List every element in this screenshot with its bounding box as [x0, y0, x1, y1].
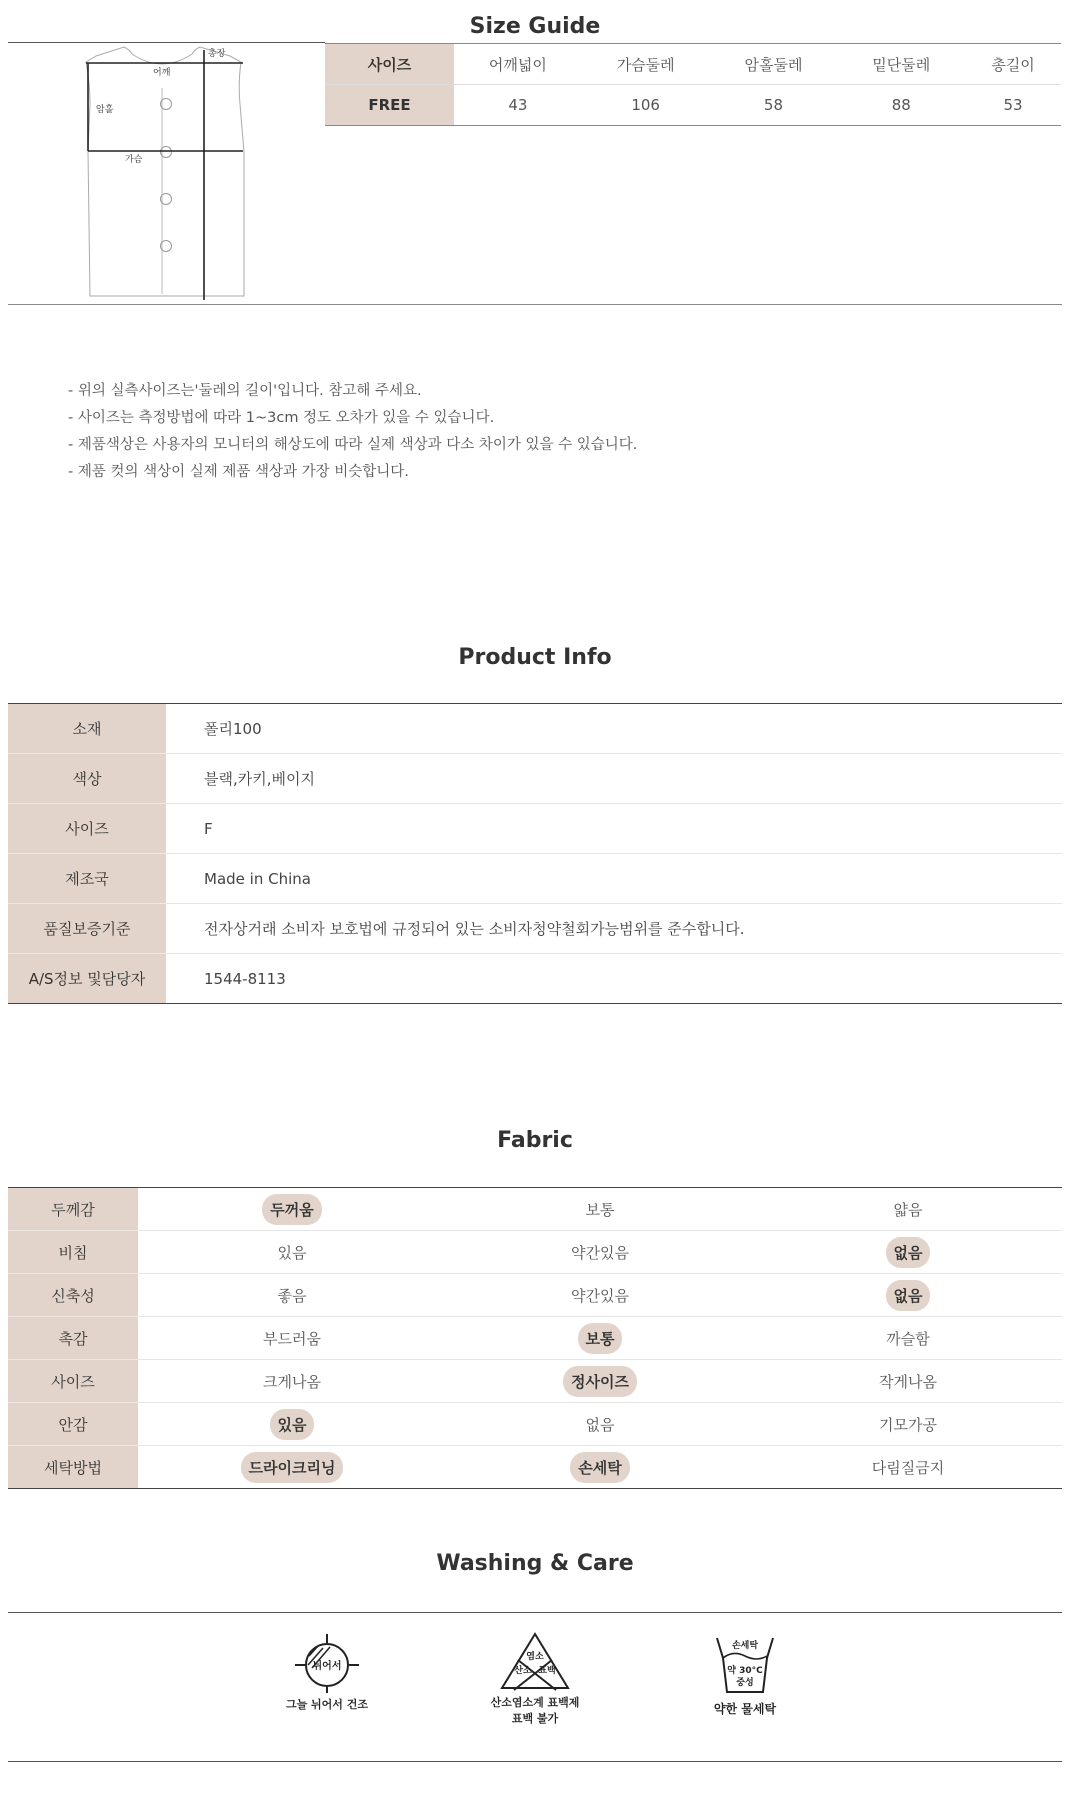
info-row [8, 904, 1062, 954]
info-label: 소재 [8, 704, 166, 754]
no-bleach-symbol: 산소 [514, 1666, 532, 1676]
size-table-header [325, 44, 1061, 85]
care-caption: 표백 불가 [511, 1712, 559, 1725]
fabric-label: 사이즈 [8, 1360, 138, 1403]
fabric-option-selected: 드라이크리닝 [241, 1452, 344, 1483]
fabric-option-cell [754, 1360, 1062, 1403]
fabric-option-selected: 손세탁 [570, 1452, 629, 1483]
info-row [8, 704, 1062, 754]
fabric-row [8, 1403, 1062, 1446]
info-label: 품질보증기준 [8, 904, 166, 954]
fabric-option: 있음 [277, 1243, 307, 1262]
info-value: 1544-8113 [204, 969, 286, 988]
size-table [325, 43, 1061, 126]
product-info-title: Product Info [458, 645, 612, 670]
size-value: 58 [710, 85, 838, 126]
info-label: 색상 [8, 754, 166, 804]
fabric-option-cell [446, 1188, 754, 1231]
fabric-option-cell [138, 1446, 446, 1489]
fabric-option: 약간있음 [571, 1286, 629, 1305]
diagram-label-armhole: 암홀 [96, 105, 114, 115]
fabric-label: 두께감 [8, 1188, 138, 1231]
info-value: 폴리100 [166, 704, 1062, 754]
info-label: A/S정보 및담당자 [8, 954, 166, 1004]
no-bleach-symbol: 표백 [538, 1666, 556, 1676]
fabric-option: 보통 [585, 1200, 615, 1219]
size-col-length: 총길이 [965, 44, 1061, 85]
info-row [8, 954, 1062, 1004]
size-value: 43 [454, 85, 582, 126]
info-label: 사이즈 [8, 804, 166, 854]
fabric-option: 얇음 [893, 1200, 923, 1219]
size-col-chest: 가슴둘레 [582, 44, 710, 85]
fabric-option-selected: 있음 [270, 1409, 315, 1440]
size-col-armhole: 암홀둘레 [710, 44, 838, 85]
fabric-label: 세탁방법 [8, 1446, 138, 1489]
care-caption: 그늘 뉘어서 건조 [285, 1698, 369, 1711]
fabric-option-cell [446, 1403, 754, 1446]
vest-diagram [78, 44, 258, 304]
info-value: F [166, 804, 1062, 854]
fabric-option-selected: 보통 [578, 1323, 623, 1354]
fabric-row [8, 1446, 1062, 1489]
fabric-option-cell [754, 1446, 1062, 1489]
fabric-option-cell [138, 1188, 446, 1231]
fabric-table [8, 1187, 1062, 1489]
info-value: 블랙,카키,베이지 [166, 754, 1062, 804]
fabric-option: 약간있음 [571, 1243, 629, 1262]
fabric-row [8, 1231, 1062, 1274]
fabric-row [8, 1188, 1062, 1231]
size-table-row [325, 85, 1061, 126]
fabric-option: 다림질금지 [871, 1458, 945, 1477]
divider [8, 304, 1062, 305]
fabric-label: 촉감 [8, 1317, 138, 1360]
fabric-option-cell [754, 1403, 1062, 1446]
fabric-title: Fabric [497, 1128, 573, 1153]
fabric-row [8, 1317, 1062, 1360]
fabric-row [8, 1274, 1062, 1317]
fabric-option-selected: 정사이즈 [563, 1366, 637, 1397]
fabric-option: 까슬함 [886, 1329, 930, 1348]
diagram-label-chest: 가슴 [125, 155, 143, 165]
fabric-option-cell [754, 1188, 1062, 1231]
divider [8, 1612, 1062, 1613]
shade-dry-icon [290, 1632, 364, 1694]
size-col-shoulder: 어깨넓이 [454, 44, 582, 85]
size-col-hem: 밑단둘레 [837, 44, 965, 85]
fabric-option-cell [446, 1274, 754, 1317]
fabric-option-cell [446, 1317, 754, 1360]
fabric-option: 크게나옴 [263, 1372, 321, 1391]
info-row [8, 754, 1062, 804]
hand-wash-icon [713, 1636, 777, 1698]
washing-title: Washing & Care [436, 1551, 634, 1576]
divider [8, 1761, 1062, 1762]
size-value: 106 [582, 85, 710, 126]
fabric-option-cell [754, 1274, 1062, 1317]
fabric-option: 없음 [585, 1415, 615, 1434]
fabric-option-cell [754, 1317, 1062, 1360]
fabric-option-cell [446, 1360, 754, 1403]
hand-wash-symbol: 중성 [736, 1678, 754, 1688]
fabric-option-cell [138, 1317, 446, 1360]
shade-dry-symbol: 뉘어서 [312, 1661, 342, 1672]
divider [8, 42, 325, 43]
size-row-label: FREE [325, 85, 454, 126]
fabric-option-cell [138, 1403, 446, 1446]
size-guide-title: Size Guide [469, 14, 601, 39]
no-bleach-symbol: 염소 [526, 1652, 544, 1662]
fabric-option-cell [754, 1231, 1062, 1274]
info-row [8, 804, 1062, 854]
fabric-option-selected: 없음 [886, 1280, 931, 1311]
care-caption: 산소염소계 표백제 [490, 1696, 580, 1709]
info-row [8, 854, 1062, 904]
care-caption: 약한 물세탁 [713, 1702, 777, 1716]
fabric-label: 신축성 [8, 1274, 138, 1317]
info-value: Made in China [166, 854, 1062, 904]
no-bleach-icon [498, 1630, 572, 1692]
info-value: 전자상거래 소비자 보호법에 규정되어 있는 소비자청약철회가능범위를 준수합니다. [166, 904, 1062, 954]
fabric-row [8, 1360, 1062, 1403]
care-item-shade-dry [272, 1632, 382, 1712]
size-value: 88 [837, 85, 965, 126]
info-label: 제조국 [8, 854, 166, 904]
note-line: - 사이즈는 측정방법에 따라 1~3cm 정도 오차가 있을 수 있습니다. [68, 410, 495, 426]
fabric-option-cell [138, 1231, 446, 1274]
fabric-label: 비침 [8, 1231, 138, 1274]
product-info-table [8, 703, 1062, 1004]
hand-wash-symbol: 손세탁 [731, 1641, 759, 1651]
fabric-option-cell [138, 1274, 446, 1317]
fabric-option-cell [446, 1446, 754, 1489]
fabric-option: 부드러움 [263, 1329, 321, 1348]
note-line: - 위의 실측사이즈는'둘레의 길이'입니다. 참고해 주세요. [68, 383, 422, 399]
fabric-option: 좋음 [277, 1286, 307, 1305]
note-line: - 제품 컷의 색상이 실제 제품 색상과 가장 비슷합니다. [68, 464, 409, 480]
fabric-option-cell [138, 1360, 446, 1403]
fabric-option-selected: 두꺼움 [262, 1194, 321, 1225]
size-value: 53 [965, 85, 1061, 126]
fabric-option-cell [446, 1231, 754, 1274]
care-item-no-bleach [480, 1630, 590, 1726]
fabric-label: 안감 [8, 1403, 138, 1446]
fabric-option: 기모가공 [879, 1415, 937, 1434]
size-header-label: 사이즈 [325, 44, 454, 85]
hand-wash-symbol: 약 30°C [727, 1666, 763, 1676]
diagram-label-shoulder: 어깨 [153, 68, 171, 78]
diagram-label-length: 총장 [208, 49, 226, 59]
fabric-option-selected: 없음 [886, 1237, 931, 1268]
note-line: - 제품색상은 사용자의 모니터의 해상도에 따라 실제 색상과 다소 차이가 있을 수 있습니다. [68, 437, 638, 453]
care-item-hand-wash [690, 1636, 800, 1717]
fabric-option: 작게나옴 [879, 1372, 937, 1391]
size-notes [68, 378, 637, 486]
